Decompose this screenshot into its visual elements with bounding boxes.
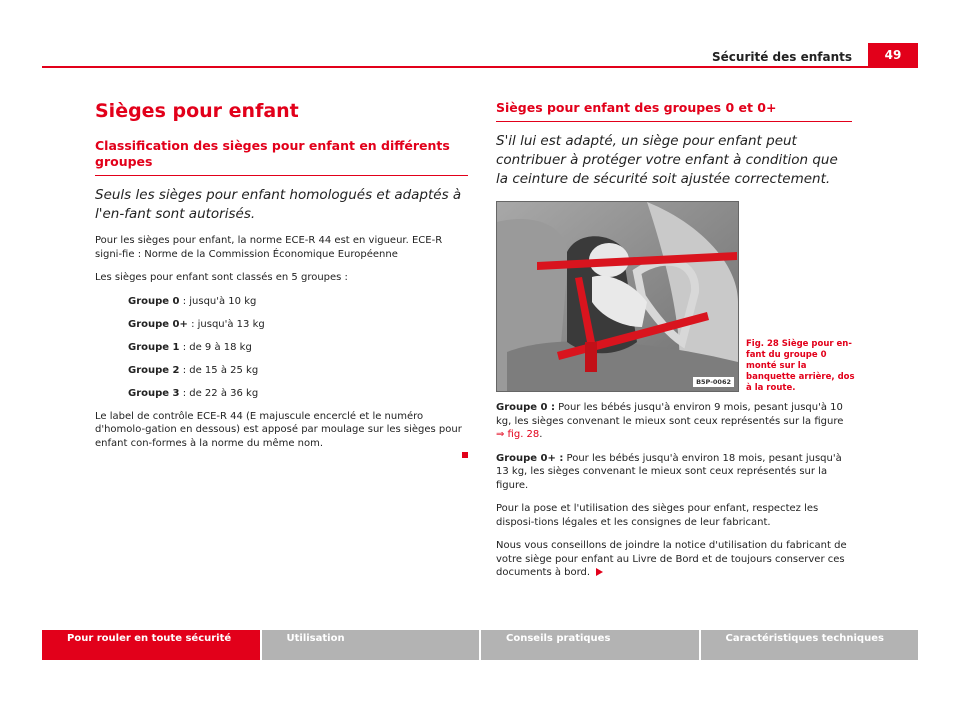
child-seat-photo	[496, 201, 739, 392]
group-item	[128, 341, 468, 354]
group-label: Groupe 3	[128, 387, 180, 399]
right-column	[496, 100, 855, 580]
figure	[496, 201, 855, 393]
group-text: : jusqu'à 10 kg	[179, 295, 257, 307]
group-label: Groupe 0+	[128, 318, 188, 330]
left-paragraph-2: Les sièges pour enfant sont classés en 5 groupes :	[95, 272, 348, 283]
group-label: Groupe 1	[128, 341, 180, 353]
group-0plus-paragraph	[496, 452, 852, 493]
continue-arrow-icon	[596, 568, 603, 576]
right-lead-text: S'il lui est adapté, un siège pour enfant peut contribuer à protéger votre enfant à condition que la ceinture de sécurité soit ajustée correctement.	[496, 133, 838, 187]
footer-tab-caracteristiques[interactable]: Caractéristiques techniques	[701, 630, 919, 660]
page-number: 49	[868, 43, 918, 67]
right-paragraph-4	[496, 539, 852, 580]
group-0-paragraph	[496, 401, 852, 442]
running-header-title: Sécurité des enfants	[712, 50, 852, 64]
group-text: : de 22 à 36 kg	[179, 387, 259, 399]
group-text: : de 15 à 25 kg	[179, 364, 259, 376]
right-subheading: Sièges pour enfant des groupes 0 et 0+	[496, 100, 852, 122]
group-0plus-text: Pour les bébés jusqu'à environ 18 mois, pesant jusqu'à 13 kg, les sièges convenant le mieux sont ceux représentés sur la figure.	[496, 452, 842, 491]
group-text: : jusqu'à 13 kg	[187, 318, 265, 330]
header-rule	[42, 66, 918, 68]
footer-tab-utilisation[interactable]: Utilisation	[262, 630, 480, 660]
group-text: : de 9 à 18 kg	[179, 341, 252, 353]
group-label: Groupe 2	[128, 364, 180, 376]
left-paragraph-1: Pour les sièges pour enfant, la norme ECE-R 44 est en vigueur. ECE-R signi-fie : Norme de la Commission Économique Européenne	[95, 235, 443, 260]
left-column	[95, 100, 468, 458]
footer-tab-securite[interactable]: Pour rouler en toute sécurité	[42, 630, 260, 660]
group-item	[128, 387, 468, 400]
right-paragraph-4-text: Nous vous conseillons de joindre la notice d'utilisation du fabricant de votre siège pour enfant au Livre de Bord et de toujours conserver ces documents à bord.	[496, 540, 847, 578]
group-0plus-label: Groupe 0+ :	[496, 452, 564, 464]
group-item	[128, 295, 468, 308]
figure-link[interactable]: ⇒ fig. 28	[496, 429, 540, 440]
group-0-label: Groupe 0 :	[496, 402, 555, 413]
left-subheading: Classification des sièges pour enfant en différents groupes	[95, 138, 468, 176]
group-item	[128, 364, 468, 377]
footer-nav	[42, 630, 918, 660]
child-seat-illustration	[497, 202, 738, 391]
left-paragraph-3: Le label de contrôle ECE-R 44 (E majuscule encerclé et le numéro d'homolo-gation en dessous) est apposé par moulage sur les sièges pour enfant con-formes à la norme du même nom.	[95, 410, 462, 449]
figure-code: B5P-0062	[693, 377, 734, 387]
group-0-text: Pour les bébés jusqu'à environ 9 mois, pesant jusqu'à 10 kg, les sièges convenant le mieux sont ceux représentés sur la figure	[496, 402, 844, 427]
figure-caption: Fig. 28 Siège pour en-fant du groupe 0 monté sur la banquette arrière, dos à la route.	[746, 339, 855, 393]
right-paragraph-3: Pour la pose et l'utilisation des sièges pour enfant, respectez les disposi-tions légales et les consignes de leur fabricant.	[496, 503, 819, 528]
group-item	[128, 318, 468, 331]
section-title: Sièges pour enfant	[95, 100, 299, 122]
group-label: Groupe 0	[128, 295, 180, 307]
footer-tab-conseils[interactable]: Conseils pratiques	[481, 630, 699, 660]
left-lead-text: Seuls les sièges pour enfant homologués et adaptés à l'en-fant sont autorisés.	[95, 187, 462, 222]
group-0-text-end: .	[539, 429, 543, 440]
section-end-marker	[462, 452, 468, 458]
